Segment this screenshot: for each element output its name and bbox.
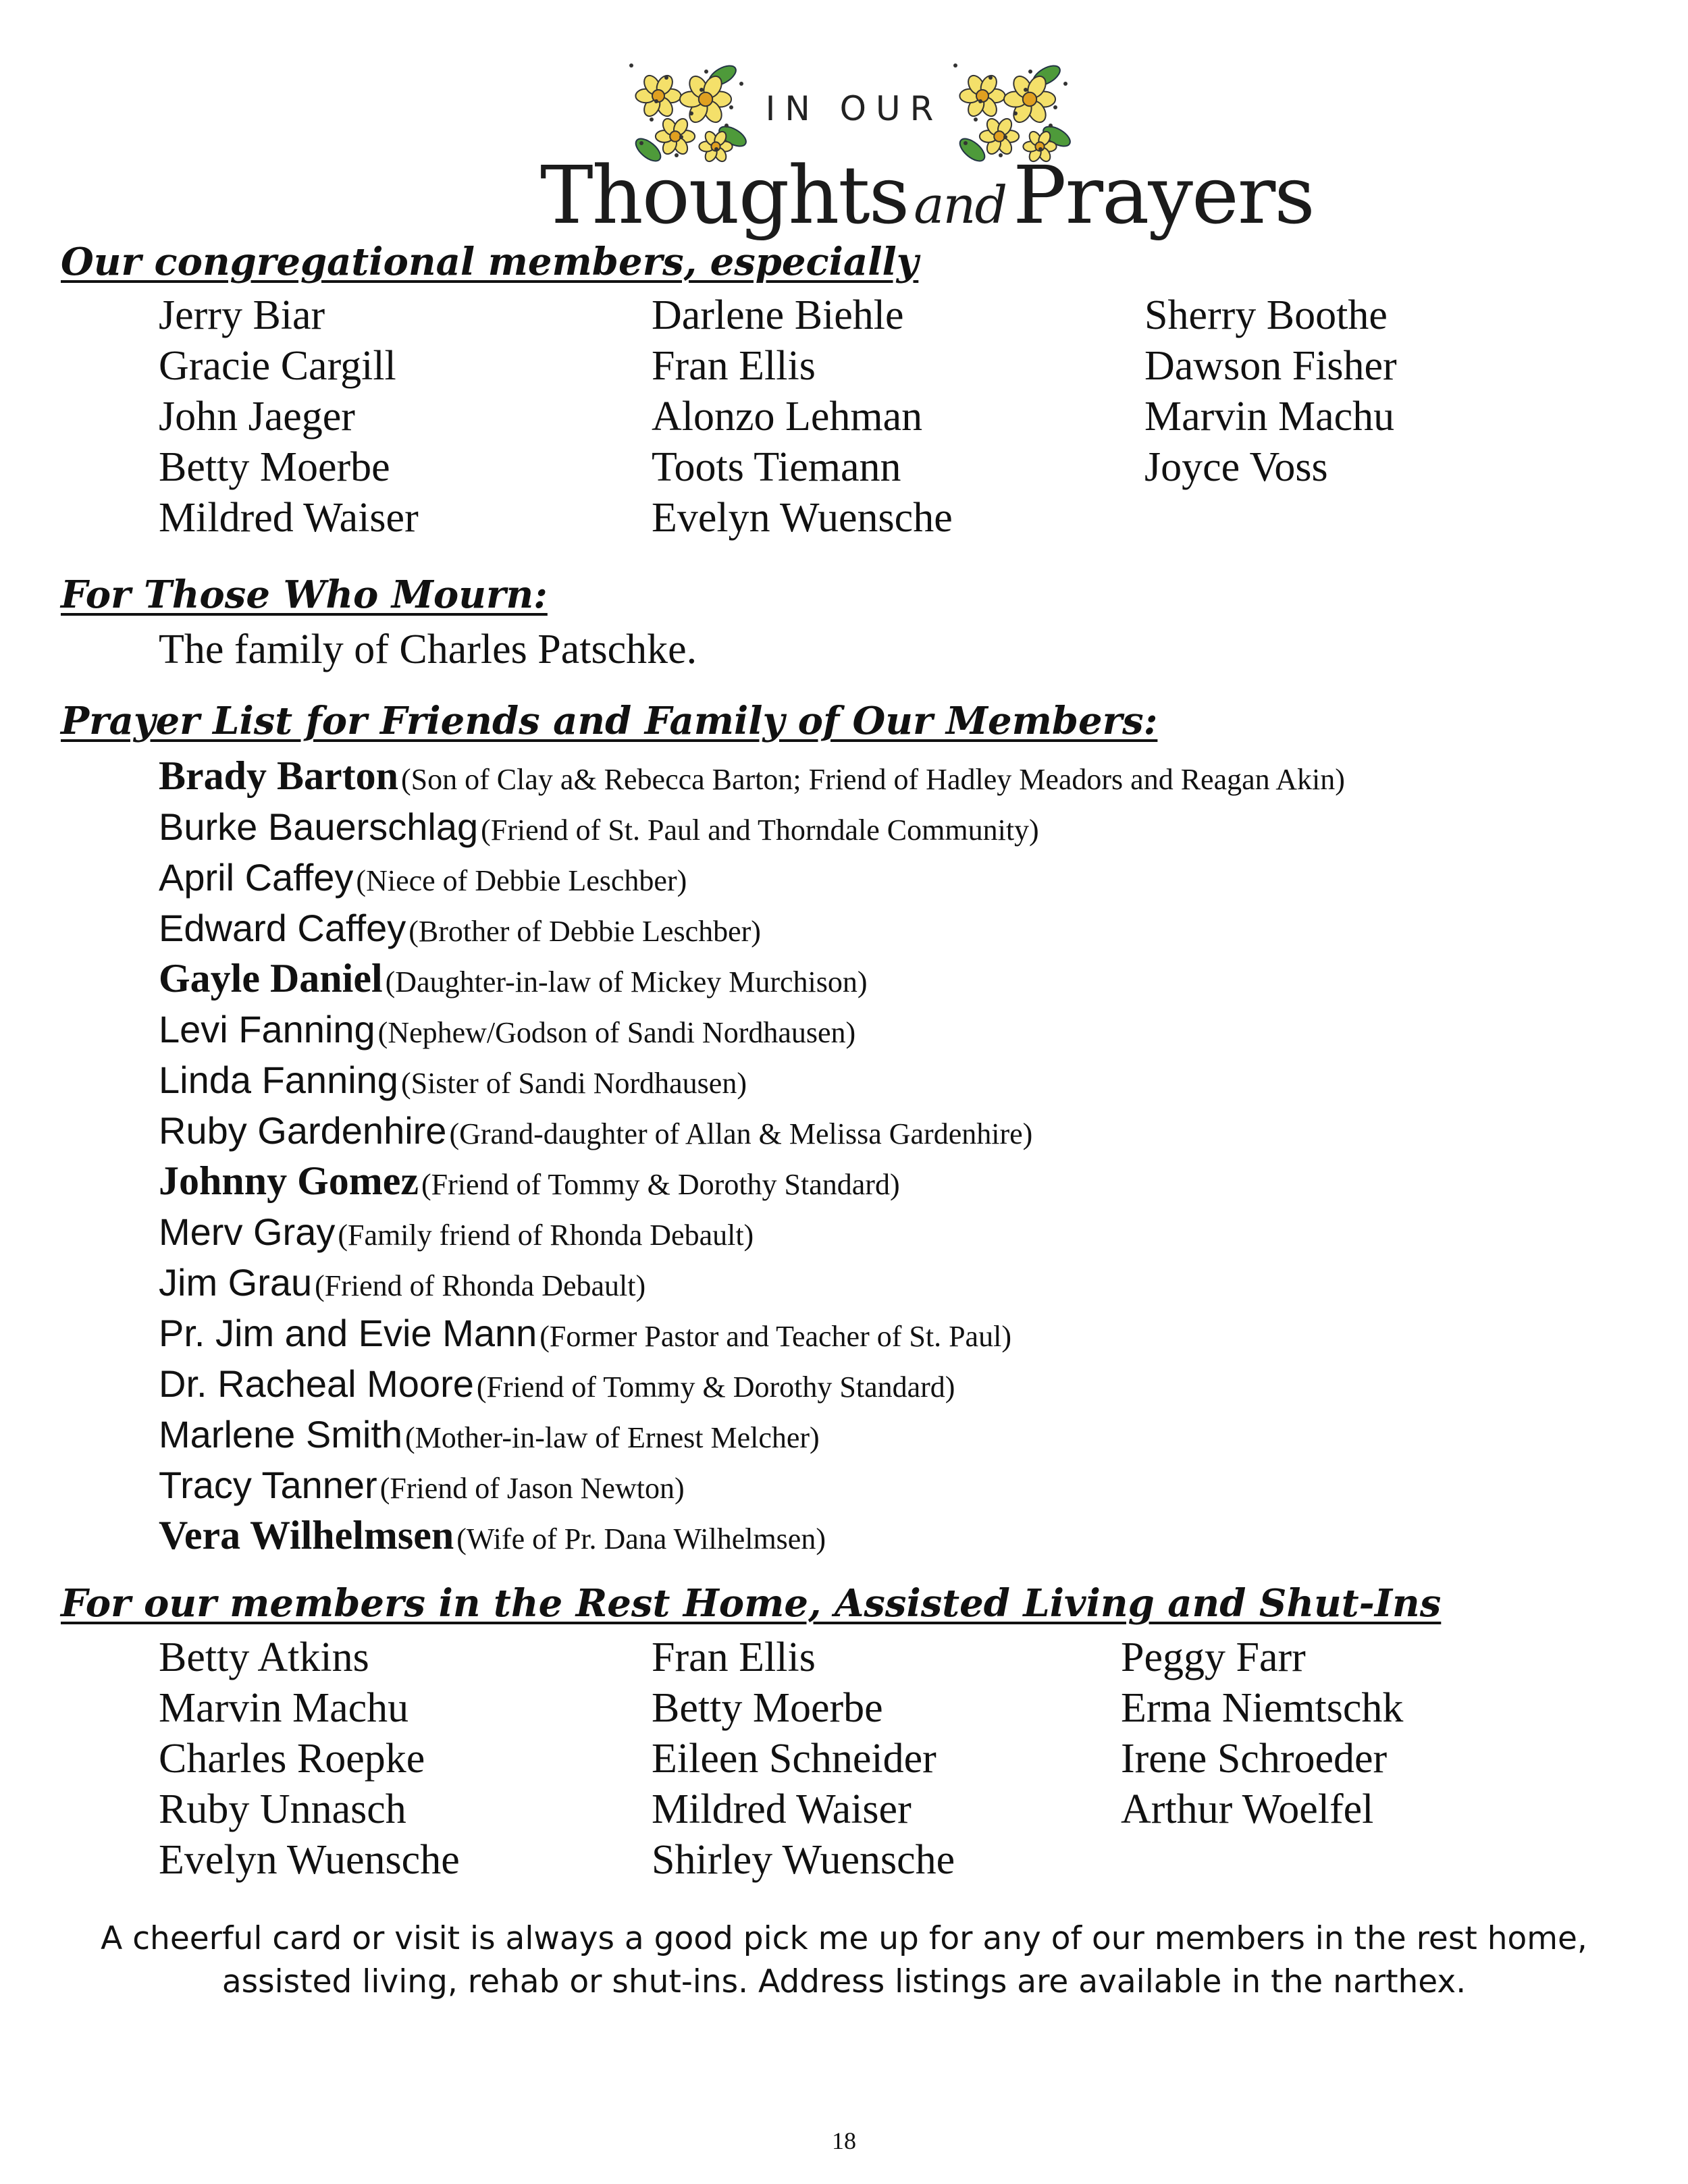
prayer-entry-name: Jim Grau xyxy=(159,1261,313,1304)
prayer-list-entry xyxy=(159,953,1644,1004)
member-name: Fran Ellis xyxy=(652,343,816,389)
prayer-entry-name: Linda Fanning xyxy=(159,1059,398,1101)
prayer-entry-name: April Caffey xyxy=(159,856,354,899)
member-name: Marvin Machu xyxy=(1144,394,1395,440)
prayer-entry-relation: (Friend of Jason Newton) xyxy=(379,1472,685,1505)
members-heading: Our congregational members, especially xyxy=(61,240,919,284)
prayer-list-entry xyxy=(159,852,1644,903)
prayer-entry-name: Pr. Jim and Evie Mann xyxy=(159,1312,537,1354)
rest-home-member-name: Arthur Woelfel xyxy=(1121,1786,1374,1832)
member-name: John Jaeger xyxy=(159,394,355,440)
prayer-entry-name: Vera Wilhelmsen xyxy=(159,1513,454,1557)
prayer-list-entry xyxy=(159,903,1644,953)
prayer-entry-relation: (Brother of Debbie Leschber) xyxy=(408,915,761,948)
member-name: Mildred Waiser xyxy=(159,495,419,541)
prayer-entry-relation: (Former Pastor and Teacher of St. Paul) xyxy=(539,1320,1011,1353)
rest-home-member-name: Eileen Schneider xyxy=(652,1736,937,1782)
member-name: Gracie Cargill xyxy=(159,343,396,389)
rest-home-member-name: Ruby Unnasch xyxy=(159,1786,406,1832)
member-name: Joyce Voss xyxy=(1144,444,1328,490)
member-name: Sherry Boothe xyxy=(1144,292,1388,338)
prayer-list-entry xyxy=(159,1510,1644,1561)
member-name: Betty Moerbe xyxy=(159,444,390,490)
prayer-entry-relation: (Friend of Rhonda Debault) xyxy=(315,1269,646,1302)
logo-title xyxy=(540,149,1314,242)
member-name: Jerry Biar xyxy=(159,292,325,338)
prayer-entry-relation: (Daughter-in-law of Mickey Murchison) xyxy=(385,965,868,998)
prayer-entry-name: Dr. Racheal Moore xyxy=(159,1362,474,1405)
mourn-text: The family of Charles Patschke. xyxy=(159,627,697,672)
prayer-entry-name: Marlene Smith xyxy=(159,1413,403,1456)
prayer-entry-relation: (Family friend of Rhonda Debault) xyxy=(338,1219,754,1252)
prayer-entry-name: Ruby Gardenhire xyxy=(159,1109,447,1152)
prayer-entry-name: Levi Fanning xyxy=(159,1008,375,1050)
prayer-entry-name: Tracy Tanner xyxy=(159,1464,377,1506)
mourn-heading: For Those Who Mourn: xyxy=(61,572,548,617)
note-line-1: A cheerful card or visit is always a good pick me up for any of our members in the rest home, xyxy=(101,1920,1587,1957)
prayer-entry-relation: (Mother-in-law of Ernest Melcher) xyxy=(405,1421,820,1454)
prayer-list-entry xyxy=(159,1105,1644,1156)
rest-home-member-name: Betty Atkins xyxy=(159,1634,369,1680)
prayer-entry-relation: (Nephew/Godson of Sandi Nordhausen) xyxy=(377,1016,856,1049)
logo-title-prayers: Prayers xyxy=(1013,149,1314,242)
prayer-entry-name: Gayle Daniel xyxy=(159,956,383,1001)
prayer-list-heading: Prayer List for Friends and Family of Our Members: xyxy=(61,699,1158,743)
rest-home-member-name: Shirley Wuensche xyxy=(652,1837,955,1883)
members-name-grid xyxy=(159,290,1469,543)
member-name: Alonzo Lehman xyxy=(652,394,923,440)
rest-home-member-name: Mildred Waiser xyxy=(652,1786,912,1832)
prayer-entry-relation: (Niece of Debbie Leschber) xyxy=(356,864,687,897)
prayer-list-entry xyxy=(159,1460,1644,1510)
prayer-entry-name: Merv Gray xyxy=(159,1210,336,1253)
page-number: 18 xyxy=(832,2127,856,2154)
prayer-entry-name: Burke Bauerschlag xyxy=(159,805,479,848)
member-name: Toots Tiemann xyxy=(652,444,901,490)
logo-title-thoughts: Thoughts xyxy=(540,149,909,242)
rest-home-member-name: Evelyn Wuensche xyxy=(159,1837,460,1883)
prayer-entry-relation: (Friend of St. Paul and Thorndale Community) xyxy=(481,814,1039,847)
rest-home-member-name: Fran Ellis xyxy=(652,1634,816,1680)
rest-home-member-name: Peggy Farr xyxy=(1121,1634,1306,1680)
note-line-2: assisted living, rehab or shut-ins. Address listings are available in the narthex. xyxy=(221,1963,1467,2000)
prayer-list-entry xyxy=(159,1358,1644,1409)
prayer-list xyxy=(159,751,1644,1561)
prayer-list-entry xyxy=(159,1257,1644,1308)
member-name: Evelyn Wuensche xyxy=(652,495,953,541)
prayer-list-entry xyxy=(159,801,1644,852)
rest-home-member-name: Betty Moerbe xyxy=(652,1685,883,1731)
thoughts-and-prayers-logo xyxy=(513,47,1314,250)
prayer-entry-relation: (Son of Clay a& Rebecca Barton; Friend of Hadley Meadors and Reagan Akin) xyxy=(401,763,1345,796)
prayer-list-entry xyxy=(159,751,1644,801)
prayer-entry-relation: (Wife of Pr. Dana Wilhelmsen) xyxy=(456,1522,826,1555)
prayer-entry-relation: (Friend of Tommy & Dorothy Standard) xyxy=(421,1168,900,1201)
member-name: Darlene Biehle xyxy=(652,292,904,338)
rest-home-member-name: Erma Niemtschk xyxy=(1121,1685,1404,1731)
prayer-list-entry xyxy=(159,1004,1644,1055)
rest-home-member-name: Charles Roepke xyxy=(159,1736,425,1782)
prayer-entry-name: Edward Caffey xyxy=(159,907,406,949)
prayer-list-entry xyxy=(159,1206,1644,1257)
prayer-entry-name: Johnny Gomez xyxy=(159,1158,419,1203)
logo-line-in-our: IN OUR xyxy=(765,89,943,128)
prayer-entry-relation: (Friend of Tommy & Dorothy Standard) xyxy=(476,1370,955,1404)
prayer-entry-relation: (Sister of Sandi Nordhausen) xyxy=(400,1067,747,1100)
prayer-entry-name: Brady Barton xyxy=(159,753,399,798)
rest-home-heading: For our members in the Rest Home, Assisted Living and Shut-Ins xyxy=(61,1581,1442,1626)
prayer-list-entry xyxy=(159,1308,1644,1358)
prayer-list-entry xyxy=(159,1055,1644,1105)
rest-home-member-name: Irene Schroeder xyxy=(1121,1736,1388,1782)
rest-home-name-grid xyxy=(159,1632,1445,1886)
member-name: Dawson Fisher xyxy=(1144,343,1397,389)
card-visit-note xyxy=(41,1917,1647,2004)
prayer-entry-relation: (Grand-daughter of Allan & Melissa Gardenhire) xyxy=(449,1117,1033,1150)
prayer-list-entry xyxy=(159,1409,1644,1460)
prayer-list-entry xyxy=(159,1156,1644,1206)
logo-title-and: and xyxy=(914,175,1007,235)
rest-home-member-name: Marvin Machu xyxy=(159,1685,409,1731)
